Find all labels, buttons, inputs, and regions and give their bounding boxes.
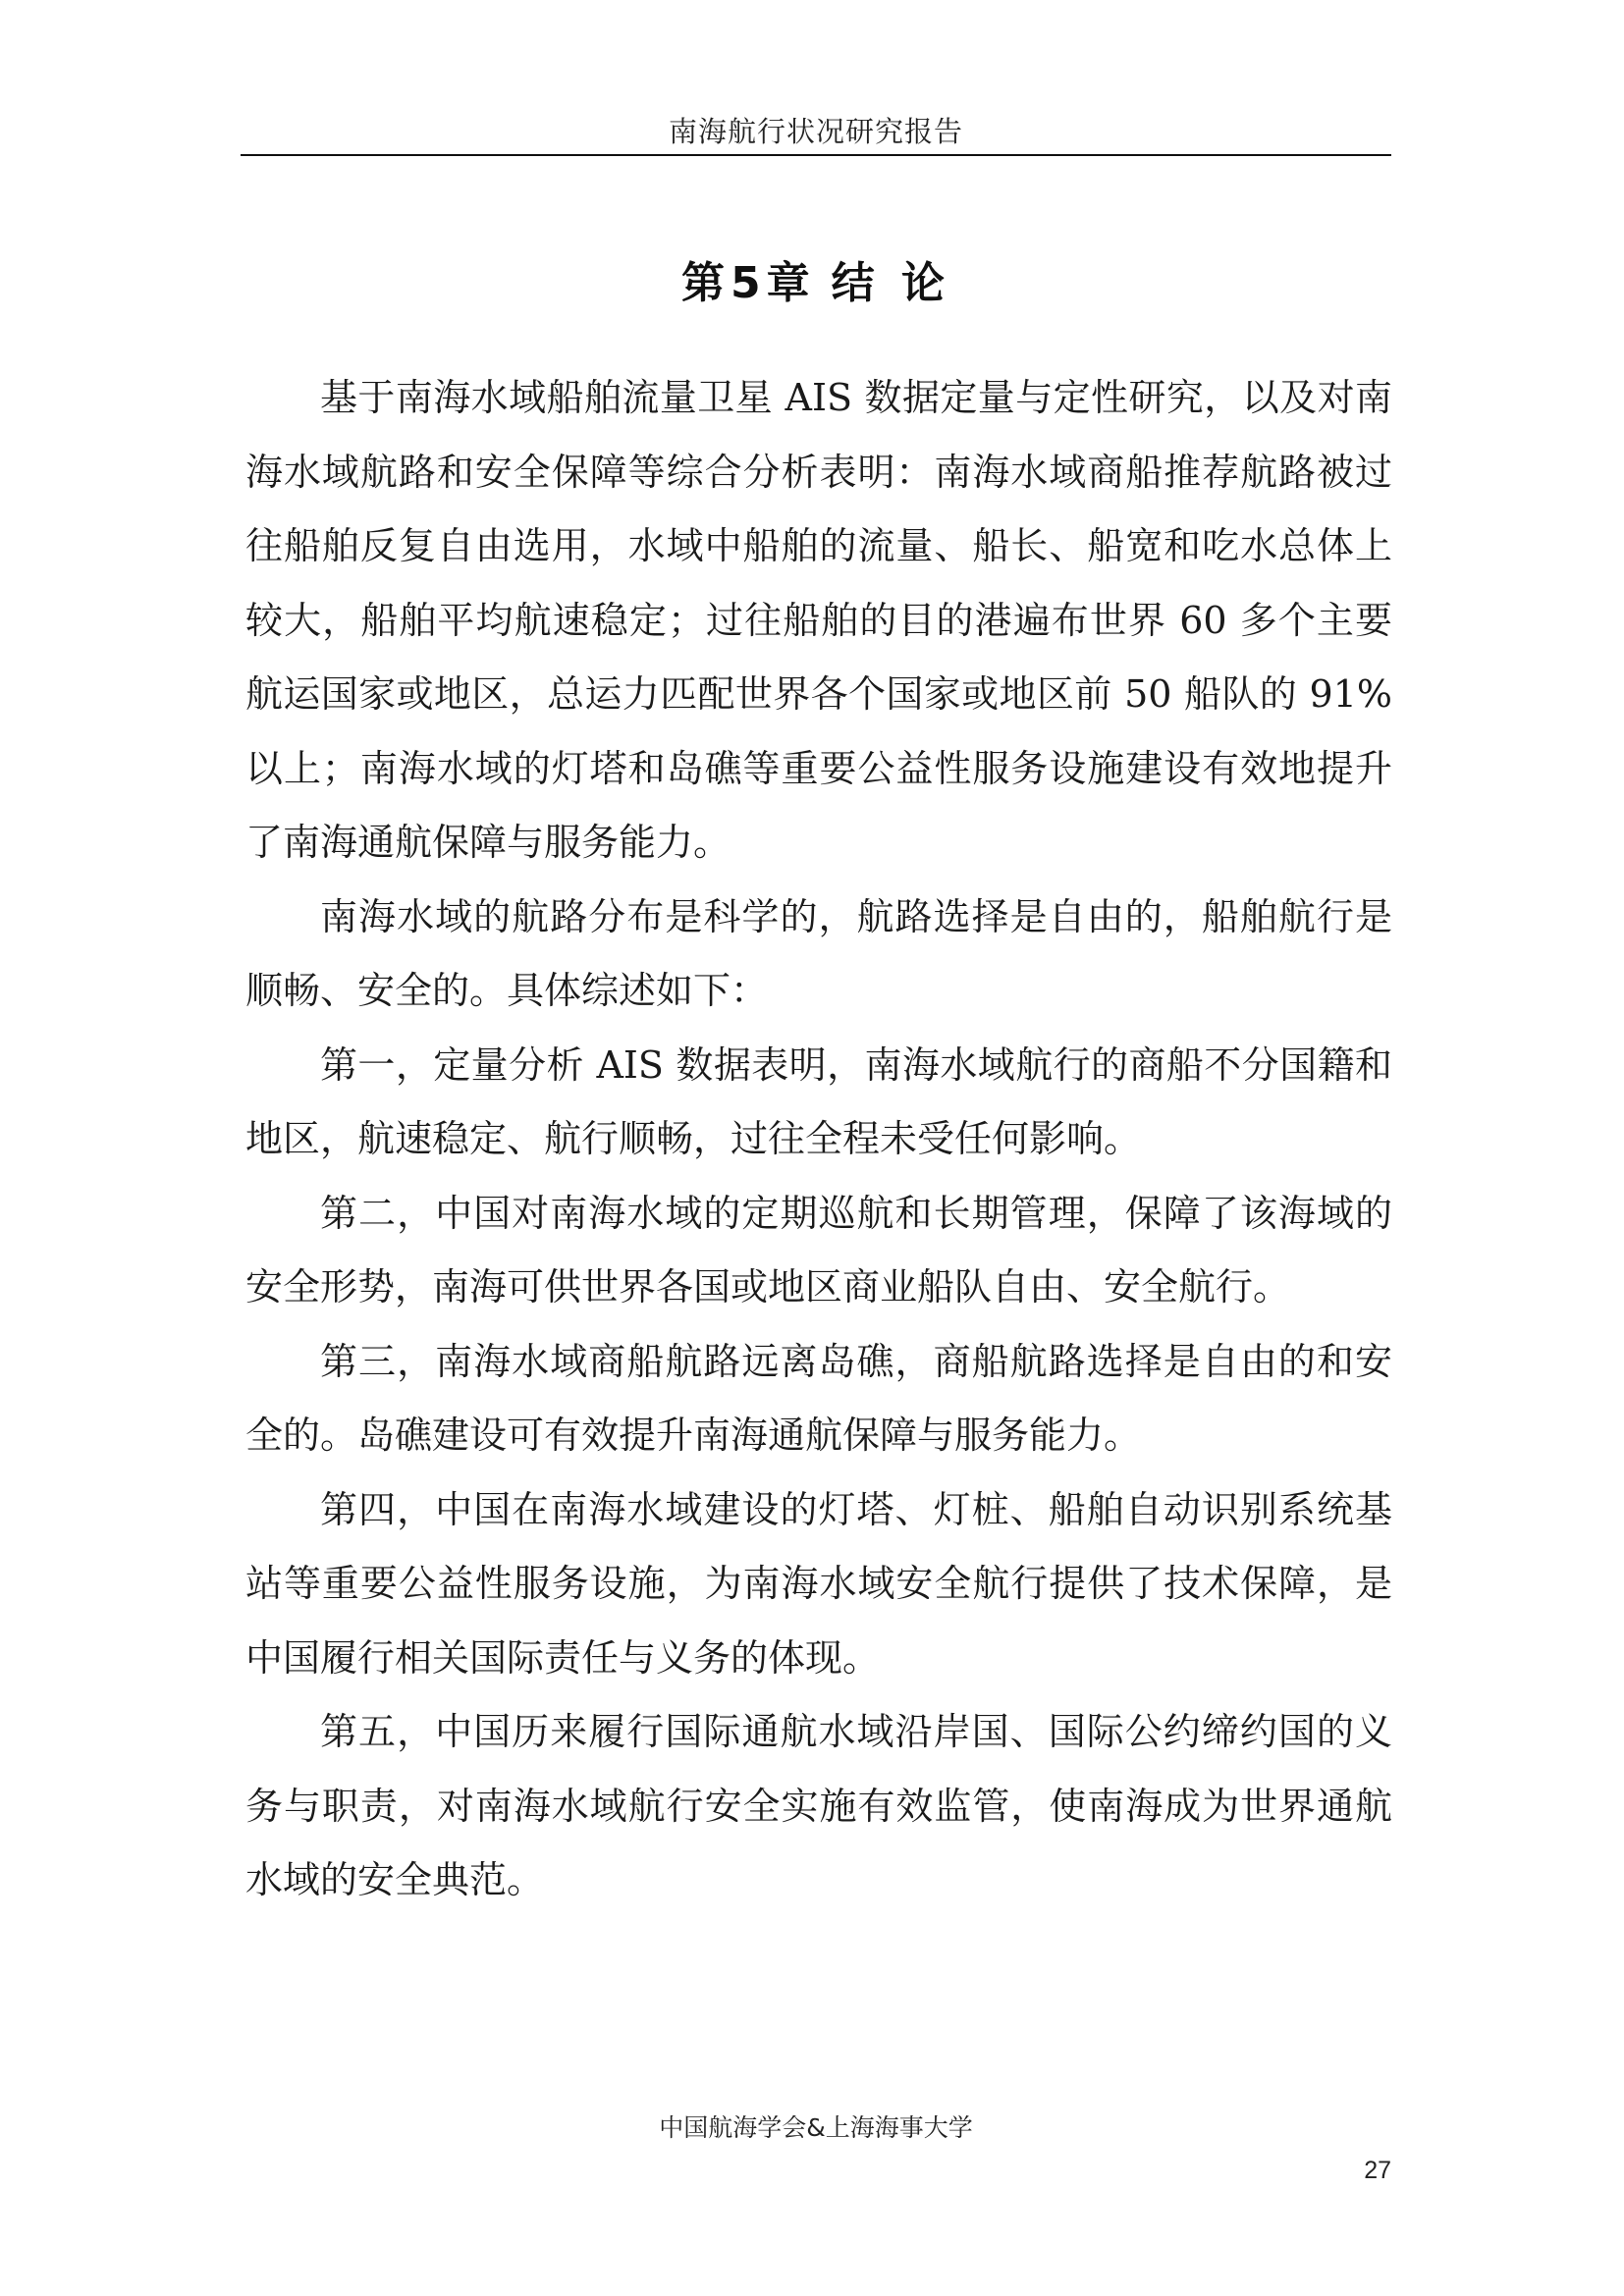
- paragraph-summary: 基于南海水域船舶流量卫星 AIS 数据定量与定性研究，以及对南海水域航路和安全保障等综合分析表明：南海水域商船推荐航路被过往船舶反复自由选用，水域中船舶的流量、船长、船宽和吃水总体上较大，船舶平均航速稳定；过往船舶的目的港遍布世界 60 多个主要航运国家或地区，总运力匹配世界各个国家或地区前 50 船队的 91%以上；南海水域的灯塔和岛礁等重要公益性服务设施建设有效地提升了南海通航保障与服务能力。: [245, 376, 1392, 864]
- running-header: 南海航行状况研究报告: [668, 115, 963, 148]
- paragraph-point-4: 第四，中国在南海水域建设的灯塔、灯桩、船舶自动识别系统基站等重要公益性服务设施，为南海水域安全航行提供了技术保障，是中国履行相关国际责任与义务的体现。: [245, 1487, 1392, 1680]
- paragraph-point-1: 第一，定量分析 AIS 数据表明，南海水域航行的商船不分国籍和地区，航速稳定、航行顺畅，过往全程未受任何影响。: [245, 1042, 1392, 1160]
- chapter-title: [241, 247, 1391, 310]
- running-footer: 中国航海学会&上海海事大学: [659, 2113, 973, 2142]
- chapter-number: 第5章: [681, 258, 816, 308]
- paragraph-point-2: 第二，中国对南海水域的定期巡航和长期管理，保障了该海域的安全形势，南海可供世界各国或地区商业船队自由、安全航行。: [245, 1191, 1392, 1308]
- header-divider: [241, 154, 1391, 156]
- page-number: 27: [1364, 2157, 1391, 2184]
- paragraph-point-3: 第三，南海水域商船航路远离岛礁，商船航路选择是自由的和安全的。岛礁建设可有效提升南海通航保障与服务能力。: [245, 1339, 1392, 1457]
- chapter-heading: 结 论: [831, 258, 950, 308]
- paragraph-overview: 南海水域的航路分布是科学的，航路选择是自由的，船舶航行是顺畅、安全的。具体综述如下：: [245, 894, 1392, 1012]
- paragraph-point-5: 第五，中国历来履行国际通航水域沿岸国、国际公约缔约国的义务与职责，对南海水域航行安全实施有效监管，使南海成为世界通航水域的安全典范。: [245, 1710, 1392, 1901]
- chapter-body: [245, 361, 1392, 1918]
